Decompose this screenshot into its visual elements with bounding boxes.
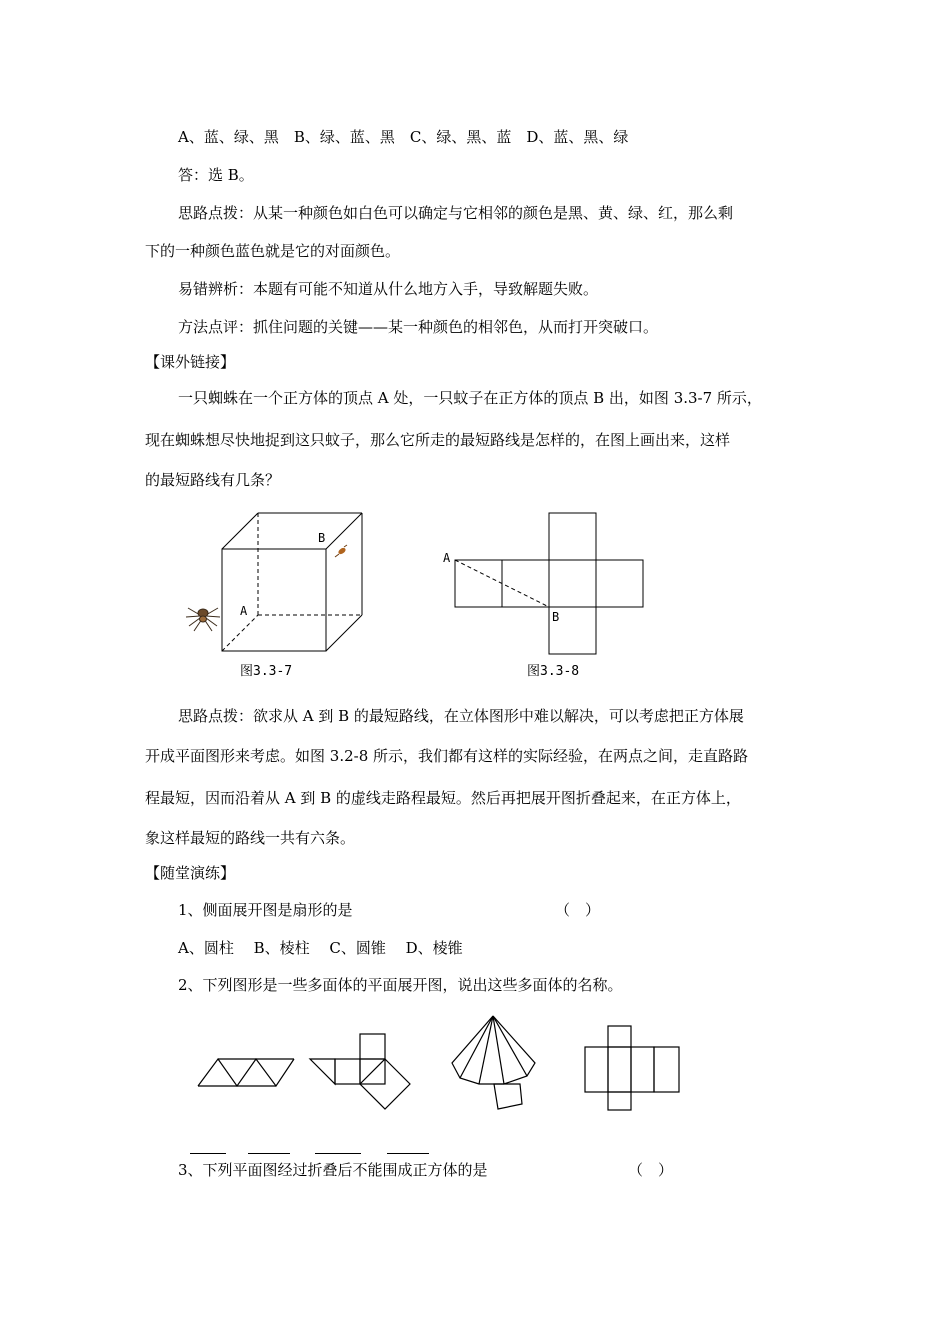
method-label: 方法点评： <box>178 318 254 336</box>
net-square <box>596 560 643 607</box>
net-square <box>502 560 549 607</box>
answer: 答：选 B。 <box>178 166 254 184</box>
net-square <box>455 560 502 607</box>
label-b: B <box>552 610 560 624</box>
section-heading-practice: 【随堂演练】 <box>145 864 236 882</box>
question-options: A、蓝、绿、黑 B、绿、蓝、黑 C、绿、黑、蓝 D、蓝、黑、绿 <box>178 128 629 146</box>
hint2-line-4: 象这样最短的路线一共有六条。 <box>145 829 356 847</box>
hint2-line-1: 思路点拨：欲求从 A 到 B 的最短路线，在立体图形中难以解决，可以考虑把正方体展 <box>178 707 744 725</box>
error-label: 易错辨析： <box>178 280 254 298</box>
prism-net <box>310 1034 410 1109</box>
problem-line-2: 现在蜘蛛想尽快地捉到这只蚊子，那么它所走的最短路线是怎样的，在图上画出来，这样 <box>145 431 731 449</box>
label-b: B <box>318 531 326 545</box>
problem-line-3: 的最短路线有几条？ <box>145 471 281 489</box>
question-3-paren: （ ） <box>628 1161 674 1179</box>
figure-caption-1: 图3.3-7 <box>240 664 293 679</box>
answer-blank-4[interactable] <box>387 1153 429 1154</box>
hint-text: 从某一种颜色如白色可以确定与它相邻的颜色是黑、黄、绿、红，那么剩 <box>253 204 734 222</box>
hint2-line-3: 程最短，因而沿着从 A 到 B 的虚线走路程最短。然后再把展开图折叠起来，在正方体上， <box>145 789 741 807</box>
figure-caption-2: 图3.3-8 <box>527 664 580 679</box>
net-square <box>549 513 596 560</box>
answer-blank-1[interactable] <box>190 1153 226 1154</box>
error-text: 本题有可能不知道从什么地方入手，导致解题失败。 <box>253 280 599 298</box>
question-3: 3、下列平面图经过折叠后不能围成正方体的是 <box>178 1161 488 1179</box>
cross-net <box>585 1026 679 1110</box>
error-analysis <box>178 279 598 299</box>
answer-blank-2[interactable] <box>248 1153 290 1154</box>
question-2: 2、下列图形是一些多面体的平面展开图，说出这些多面体的名称。 <box>178 976 623 994</box>
pyramid-net <box>452 1016 535 1109</box>
answer-blank-3[interactable] <box>315 1153 361 1154</box>
hint-paragraph-1 <box>178 203 733 223</box>
method-text: 抓住问题的关键——某一种颜色的相邻色，从而打开突破口。 <box>253 318 659 336</box>
cube-net-figure <box>435 508 655 686</box>
cube-figure <box>180 505 380 685</box>
question-1-options: A、圆柱 B、棱柱 C、圆锥 D、棱锥 <box>178 939 463 957</box>
spider-icon <box>186 608 220 631</box>
triangle-strip-net <box>198 1059 294 1086</box>
polyhedron-nets <box>190 1008 700 1113</box>
problem-line-1: 一只蜘蛛在一个正方体的顶点 A 处，一只蚊子在正方体的顶点 B 出，如图 3.3-7 所示， <box>178 389 762 407</box>
hint-paragraph-1-cont: 下的一种颜色蓝色就是它的对面颜色。 <box>145 242 401 260</box>
label-a: A <box>240 604 248 618</box>
net-square <box>549 560 596 607</box>
mosquito-icon <box>335 545 347 557</box>
question-1-paren: （ ） <box>555 901 601 919</box>
hint2-line-2: 开成平面图形来考虑。如图 3.2-8 所示，我们都有这样的实际经验，在两点之间，走直路路 <box>145 747 749 765</box>
label-a: A <box>443 551 451 565</box>
question-1: 1、侧面展开图是扇形的是 <box>178 901 353 919</box>
section-heading-extra: 【课外链接】 <box>145 353 236 371</box>
hint-label: 思路点拨： <box>178 204 254 222</box>
method-comment <box>178 317 658 337</box>
